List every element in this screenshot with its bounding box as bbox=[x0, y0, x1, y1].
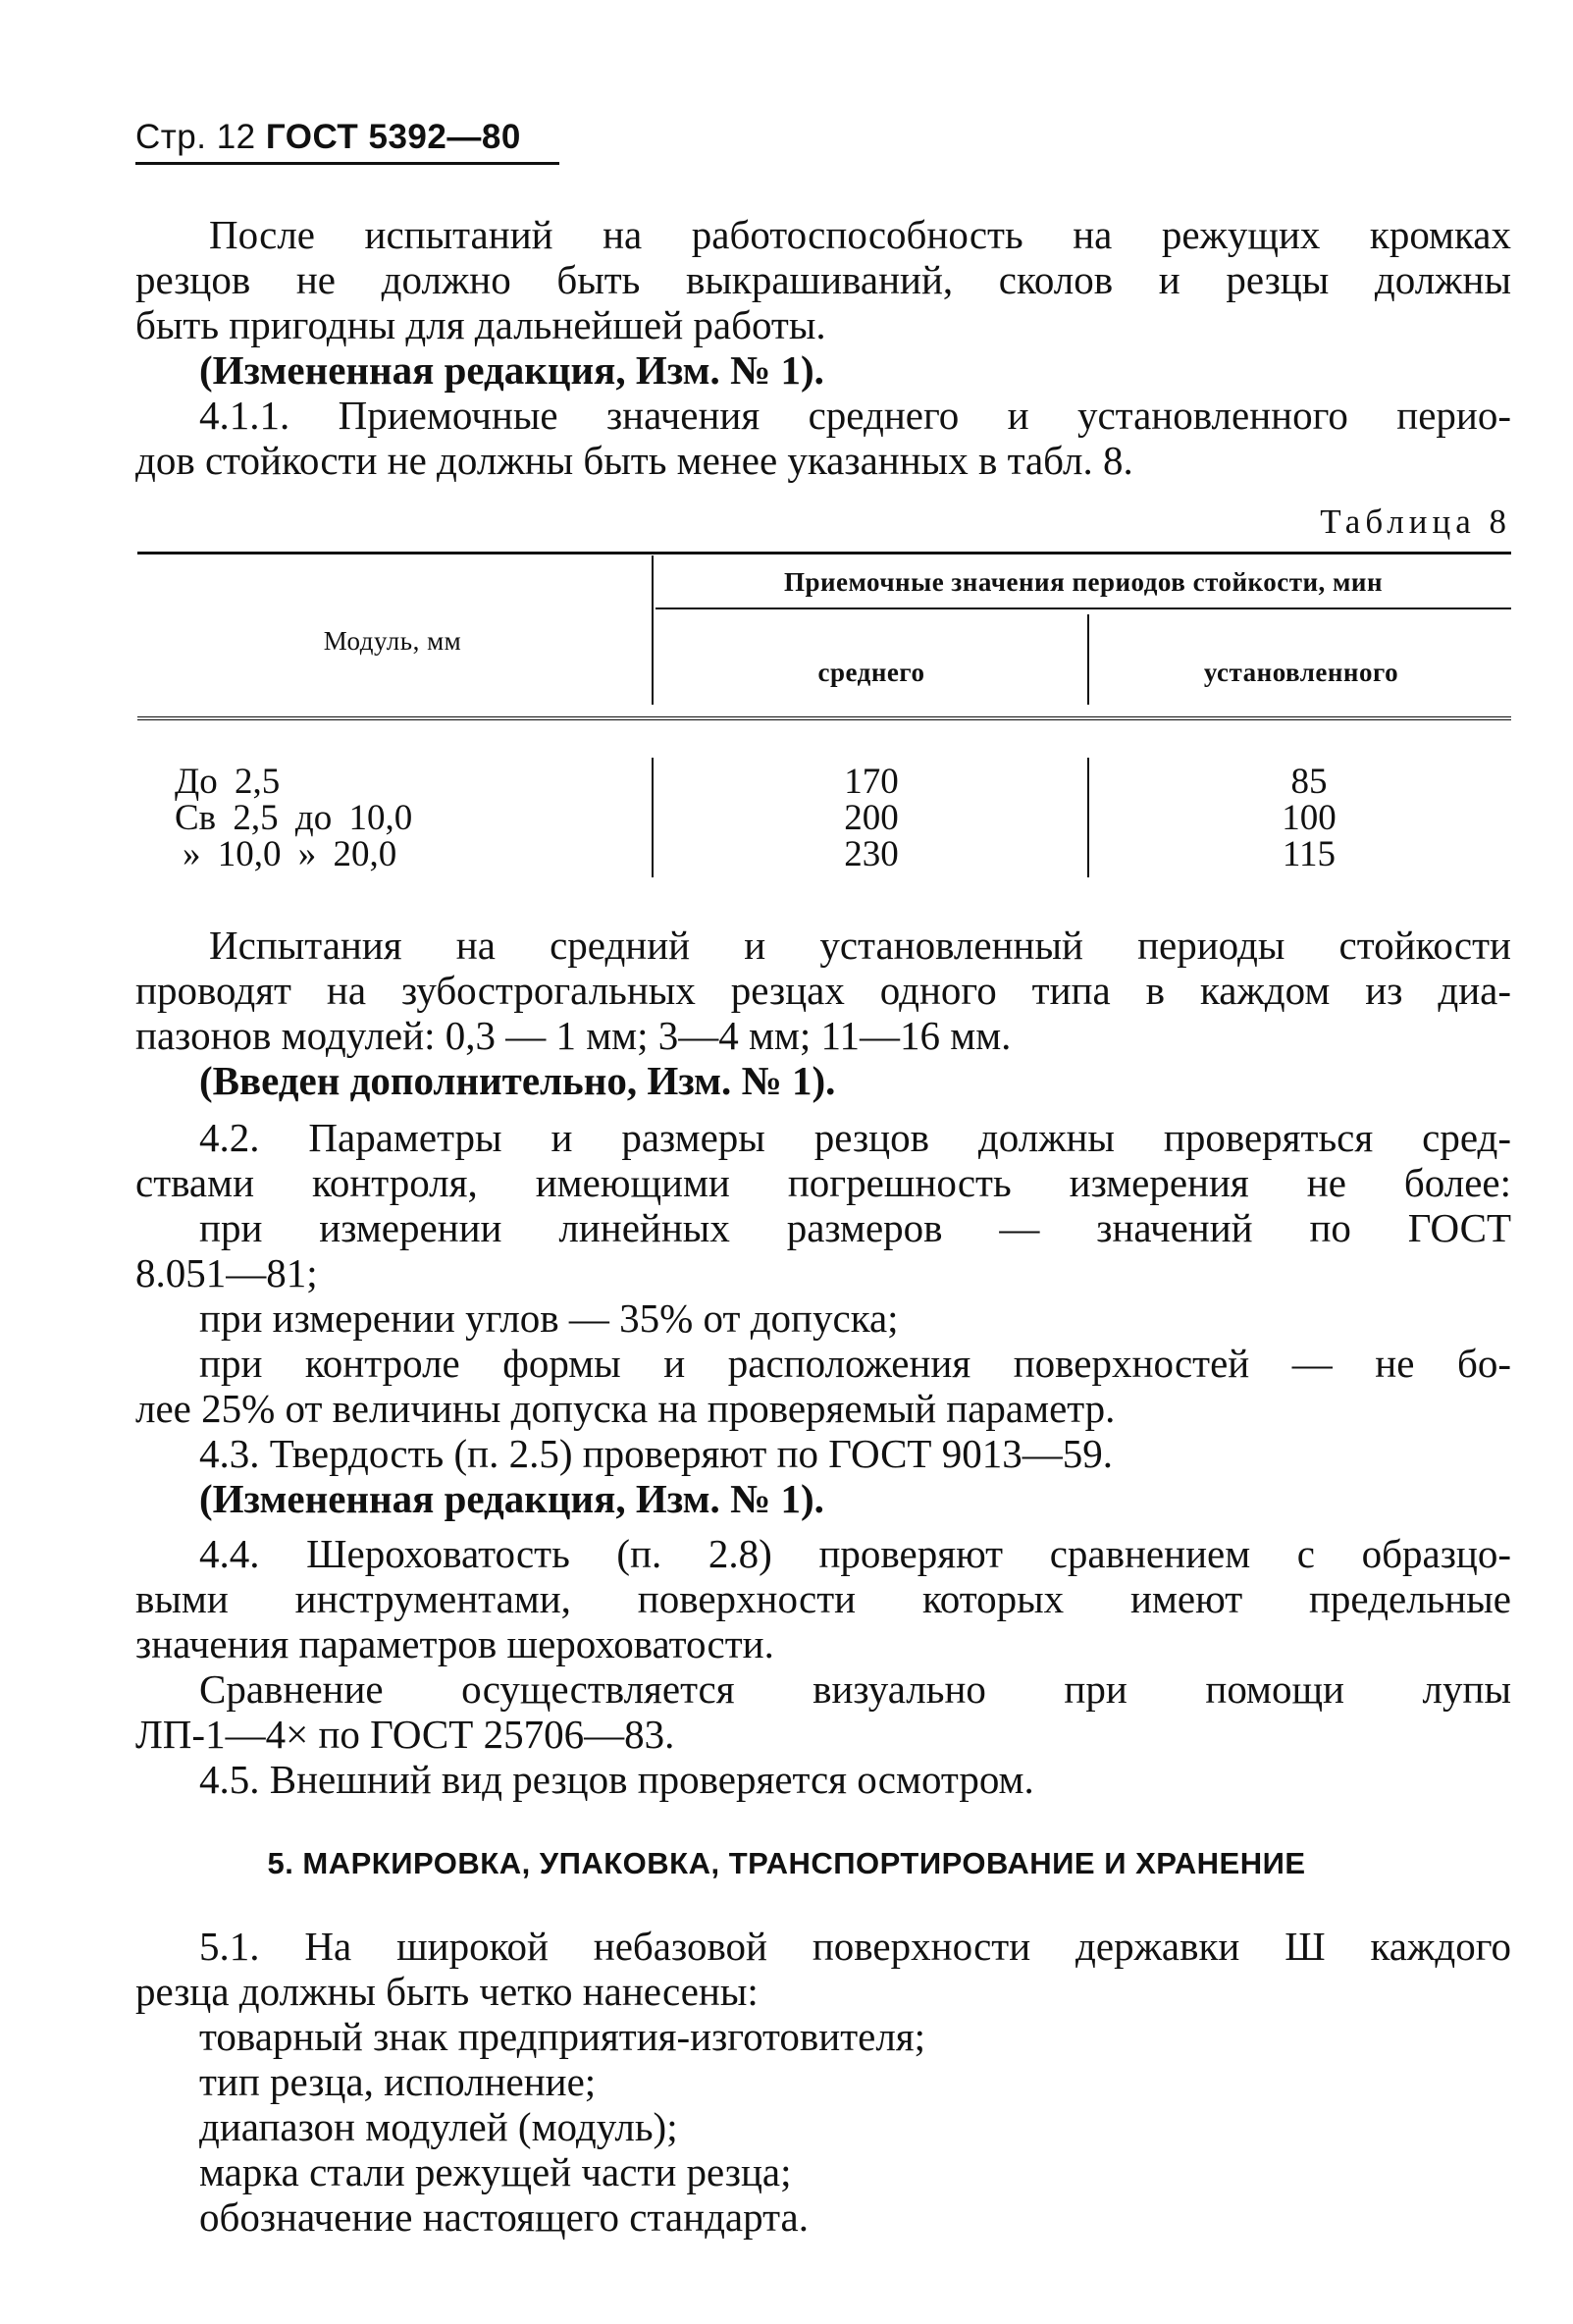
text-line: Сравнение осуществляется визуально при помощи лупы bbox=[199, 1666, 1511, 1712]
table-divider bbox=[1087, 758, 1089, 877]
text-line: 4.4. Шероховатость (п. 2.8) проверяют сравнением с образцо- bbox=[199, 1531, 1511, 1576]
text-line: пазонов модулей: 0,3 — 1 мм; 3—4 мм; 11—16 мм. bbox=[135, 1013, 1012, 1058]
column-header-mean: среднего bbox=[817, 658, 925, 687]
text-line: 8.051—81; bbox=[135, 1250, 318, 1295]
table-cell-set: 100 bbox=[1282, 798, 1337, 838]
page-number: Стр. 12 bbox=[135, 118, 256, 156]
table-cell-module: Св 2,5 до 10,0 bbox=[175, 798, 413, 838]
table-divider bbox=[652, 555, 654, 705]
table-caption: Таблица 8 bbox=[1320, 502, 1511, 541]
text-line: 4.1.1. Приемочные значения среднего и установленного перио- bbox=[199, 393, 1511, 438]
amendment-note: (Измененная редакция, Изм. № 1). bbox=[199, 347, 824, 393]
table-head-rule bbox=[137, 716, 1511, 723]
table-cell-module: » 10,0 » 20,0 bbox=[183, 834, 397, 874]
text-line: резцов не должно быть выкрашиваний, сколов и резцы должны bbox=[135, 257, 1511, 302]
text-line: значения параметров шероховатости. bbox=[135, 1621, 774, 1666]
standard-number: ГОСТ 5392—80 bbox=[265, 118, 521, 156]
table-divider bbox=[652, 758, 654, 877]
amendment-note: (Измененная редакция, Изм. № 1). bbox=[199, 1476, 824, 1521]
text-line: лее 25% от величины допуска на проверяемый параметр. bbox=[135, 1386, 1116, 1431]
column-header-module: Модуль, мм bbox=[323, 626, 462, 656]
header-rule bbox=[135, 162, 559, 165]
text-line: ЛП-1—4× по ГОСТ 25706—83. bbox=[135, 1712, 675, 1757]
amendment-note: (Введен дополнительно, Изм. № 1). bbox=[199, 1058, 836, 1103]
text-line: обозначение настоящего стандарта. bbox=[199, 2194, 809, 2240]
table-group-rule bbox=[655, 607, 1511, 609]
text-line: проводят на зубострогальных резцах одного типа в каждом из диа- bbox=[135, 968, 1511, 1013]
column-header-set: установленного bbox=[1203, 658, 1399, 687]
table-cell-set: 115 bbox=[1282, 834, 1337, 874]
text-line: при измерении линейных размеров — значений по ГОСТ bbox=[199, 1205, 1511, 1250]
table-top-rule bbox=[137, 552, 1511, 555]
text-line: быть пригодны для дальнейшей работы. bbox=[135, 302, 826, 347]
text-line: резца должны быть четко нанесены: bbox=[135, 1969, 759, 2014]
section-heading: 5. МАРКИРОВКА, УПАКОВКА, ТРАНСПОРТИРОВАНИЕ И ХРАНЕНИЕ bbox=[267, 1846, 1306, 1880]
table-cell-mean: 170 bbox=[844, 762, 899, 802]
text-line: при контроле формы и расположения поверхностей — не бо- bbox=[199, 1341, 1511, 1386]
text-line: дов стойкости не должны быть менее указанных в табл. 8. bbox=[135, 438, 1133, 483]
text-line: товарный знак предприятия-изготовителя; bbox=[199, 2014, 926, 2059]
text-line: 4.5. Внешний вид резцов проверяется осмотром. bbox=[199, 1757, 1034, 1802]
page-header bbox=[135, 118, 521, 157]
table-cell-module: До 2,5 bbox=[175, 762, 281, 802]
text-line: ствами контроля, имеющими погрешность измерения не более: bbox=[135, 1160, 1511, 1205]
text-line: Испытания на средний и установленный периоды стойкости bbox=[209, 923, 1511, 968]
table-cell-set: 85 bbox=[1290, 762, 1328, 802]
text-line: После испытаний на работоспособность на режущих кромках bbox=[209, 212, 1511, 257]
table-divider bbox=[1087, 614, 1089, 705]
text-line: марка стали режущей части резца; bbox=[199, 2149, 792, 2194]
text-line: выми инструментами, поверхности которых имеют предельные bbox=[135, 1576, 1511, 1621]
text-line: при измерении углов — 35% от допуска; bbox=[199, 1295, 899, 1341]
text-line: 4.2. Параметры и размеры резцов должны проверяться сред- bbox=[199, 1115, 1511, 1160]
text-line: 5.1. На широкой небазовой поверхности державки Ш каждого bbox=[199, 1924, 1511, 1969]
table-cell-mean: 230 bbox=[844, 834, 899, 874]
text-line: 4.3. Твердость (п. 2.5) проверяют по ГОСТ 9013—59. bbox=[199, 1431, 1113, 1476]
table-cell-mean: 200 bbox=[844, 798, 899, 838]
column-header-group: Приемочные значения периодов стойкости, мин bbox=[783, 567, 1384, 597]
text-line: тип резца, исполнение; bbox=[199, 2059, 597, 2104]
text-line: диапазон модулей (модуль); bbox=[199, 2104, 678, 2149]
